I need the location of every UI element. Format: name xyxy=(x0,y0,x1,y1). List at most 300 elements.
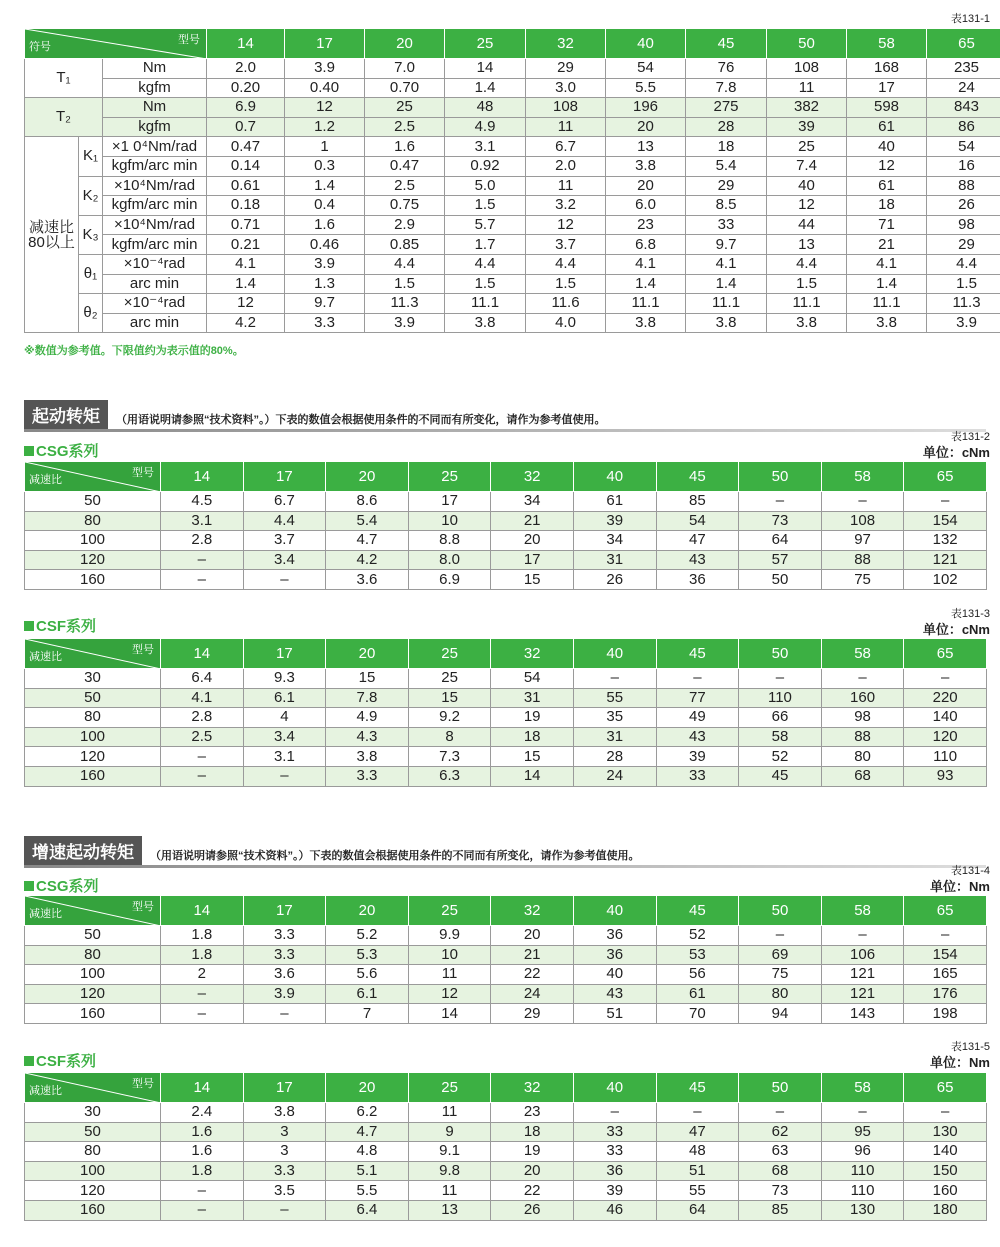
symbol-cell: T₁ xyxy=(25,59,103,98)
ratio-cell: 120 xyxy=(25,550,161,570)
value-cell: 8.0 xyxy=(408,550,491,570)
value-cell: 22 xyxy=(491,1181,574,1201)
value-cell: 2.5 xyxy=(161,727,244,747)
value-cell: 132 xyxy=(904,531,987,551)
value-cell: 3.8 xyxy=(847,313,927,333)
value-cell: 35 xyxy=(573,708,656,728)
value-cell: – xyxy=(243,570,326,590)
value-cell: 40 xyxy=(573,965,656,985)
value-cell: 7.8 xyxy=(686,78,767,98)
value-cell: 0.47 xyxy=(365,156,445,176)
model-header: 40 xyxy=(573,462,656,492)
value-cell: 13 xyxy=(606,137,686,157)
unit-cell: kgfm/arc min xyxy=(103,196,207,216)
model-header: 50 xyxy=(767,29,847,59)
value-cell: 21 xyxy=(491,945,574,965)
ratio-cell: 80 xyxy=(25,945,161,965)
value-cell: 110 xyxy=(904,747,987,767)
value-cell: 64 xyxy=(739,531,822,551)
value-cell: 31 xyxy=(491,688,574,708)
value-cell: 11.1 xyxy=(606,294,686,314)
table-row xyxy=(25,59,1000,79)
value-cell: 57 xyxy=(739,550,822,570)
model-header: 14 xyxy=(161,639,244,669)
value-cell: 71 xyxy=(847,215,927,235)
value-cell: 121 xyxy=(904,550,987,570)
table-row xyxy=(25,294,1000,314)
model-header: 20 xyxy=(326,1073,409,1103)
value-cell: 6.4 xyxy=(161,669,244,689)
value-cell: 88 xyxy=(927,176,1000,196)
value-cell: 13 xyxy=(408,1200,491,1220)
value-cell: 3.9 xyxy=(927,313,1000,333)
symbol-cell: T₂ xyxy=(25,98,103,137)
value-cell: 18 xyxy=(491,727,574,747)
value-cell: 0.7 xyxy=(207,117,285,137)
ratio-cell: 160 xyxy=(25,766,161,786)
value-cell: 140 xyxy=(904,708,987,728)
value-cell: 64 xyxy=(656,1200,739,1220)
value-cell: 6.9 xyxy=(408,570,491,590)
value-cell: 3.7 xyxy=(243,531,326,551)
value-cell: 33 xyxy=(573,1122,656,1142)
value-cell: 7.8 xyxy=(326,688,409,708)
value-cell: 1.8 xyxy=(161,926,244,946)
value-cell: 2.4 xyxy=(161,1103,244,1123)
unit-cell: ×1 0⁴Nm/rad xyxy=(103,137,207,157)
value-cell: 6.7 xyxy=(526,137,606,157)
value-cell: 180 xyxy=(904,1200,987,1220)
value-cell: – xyxy=(243,766,326,786)
value-cell: 1.6 xyxy=(365,137,445,157)
value-cell: 0.92 xyxy=(445,156,526,176)
value-cell: 4.9 xyxy=(326,708,409,728)
unit-label: 单位：Nm xyxy=(930,879,990,894)
value-cell: 29 xyxy=(526,59,606,79)
value-cell: 47 xyxy=(656,531,739,551)
value-cell: 121 xyxy=(821,984,904,1004)
ratio-cell: 50 xyxy=(25,492,161,512)
table-row xyxy=(25,137,1000,157)
value-cell: – xyxy=(904,492,987,512)
value-cell: 3.9 xyxy=(285,59,365,79)
value-cell: 10 xyxy=(408,511,491,531)
unit-cell: arc min xyxy=(103,313,207,333)
table-row xyxy=(25,1161,987,1181)
value-cell: 165 xyxy=(904,965,987,985)
value-cell: 28 xyxy=(686,117,767,137)
value-cell: 95 xyxy=(821,1122,904,1142)
value-cell: 53 xyxy=(656,945,739,965)
value-cell: 98 xyxy=(927,215,1000,235)
value-cell: 4.1 xyxy=(207,254,285,274)
value-cell: 28 xyxy=(573,747,656,767)
value-cell: – xyxy=(739,926,822,946)
value-cell: 1.5 xyxy=(445,196,526,216)
table-row xyxy=(25,1181,987,1201)
value-cell: 33 xyxy=(573,1142,656,1162)
value-cell: 168 xyxy=(847,59,927,79)
series-heading: CSF系列 xyxy=(24,1050,96,1071)
value-cell: 20 xyxy=(491,1161,574,1181)
value-cell: 5.0 xyxy=(445,176,526,196)
value-cell: 11.1 xyxy=(686,294,767,314)
value-cell: 9.9 xyxy=(408,926,491,946)
model-header: 14 xyxy=(207,29,285,59)
value-cell: 4.4 xyxy=(526,254,606,274)
symbol-cell: θ₂ xyxy=(79,294,103,333)
value-cell: 3.3 xyxy=(243,926,326,946)
value-cell: 1.6 xyxy=(161,1142,244,1162)
value-cell: 1.6 xyxy=(285,215,365,235)
model-header: 14 xyxy=(161,462,244,492)
value-cell: 275 xyxy=(686,98,767,118)
section-title: 增速起动转矩 xyxy=(24,836,142,865)
value-cell: 40 xyxy=(767,176,847,196)
value-cell: 6.1 xyxy=(326,984,409,1004)
model-header: 32 xyxy=(491,639,574,669)
value-cell: – xyxy=(739,492,822,512)
value-cell: 93 xyxy=(904,766,987,786)
value-cell: – xyxy=(161,550,244,570)
model-header: 50 xyxy=(739,639,822,669)
value-cell: 0.85 xyxy=(365,235,445,255)
model-header: 17 xyxy=(243,896,326,926)
value-cell: 54 xyxy=(927,137,1000,157)
table-row xyxy=(25,926,987,946)
value-cell: 54 xyxy=(491,669,574,689)
value-cell: 12 xyxy=(767,196,847,216)
value-cell: 382 xyxy=(767,98,847,118)
value-cell: 3.1 xyxy=(161,511,244,531)
model-header: 32 xyxy=(491,462,574,492)
value-cell: – xyxy=(161,1200,244,1220)
model-header: 20 xyxy=(326,462,409,492)
value-cell: 44 xyxy=(767,215,847,235)
value-cell: 5.1 xyxy=(326,1161,409,1181)
ratio-cell: 120 xyxy=(25,984,161,1004)
value-cell: 21 xyxy=(847,235,927,255)
value-cell: – xyxy=(904,926,987,946)
value-cell: 1.2 xyxy=(285,117,365,137)
unit-label: 单位：Nm xyxy=(930,1055,990,1070)
value-cell: 0.20 xyxy=(207,78,285,98)
value-cell: 73 xyxy=(739,511,822,531)
value-cell: 23 xyxy=(606,215,686,235)
value-cell: 85 xyxy=(739,1200,822,1220)
value-cell: 150 xyxy=(904,1161,987,1181)
value-cell: 7.3 xyxy=(408,747,491,767)
table-row xyxy=(25,117,1000,137)
unit-cell: kgfm/arc min xyxy=(103,156,207,176)
value-cell: 58 xyxy=(739,727,822,747)
symbol-cell: K₃ xyxy=(79,215,103,254)
value-cell: – xyxy=(821,1103,904,1123)
value-cell: 52 xyxy=(739,747,822,767)
table-row xyxy=(25,274,1000,294)
value-cell: 94 xyxy=(739,1004,822,1024)
value-cell: 3.3 xyxy=(243,1161,326,1181)
corner-bottom-label: 减速比 xyxy=(29,474,62,486)
value-cell: 196 xyxy=(606,98,686,118)
table-row xyxy=(25,1004,987,1024)
table-corner-header xyxy=(25,896,161,926)
value-cell: 3.6 xyxy=(243,965,326,985)
value-cell: 3.8 xyxy=(767,313,847,333)
value-cell: 3.3 xyxy=(326,766,409,786)
value-cell: 3.7 xyxy=(526,235,606,255)
table-corner-header xyxy=(25,639,161,669)
value-cell: – xyxy=(739,1103,822,1123)
value-cell: 68 xyxy=(821,766,904,786)
value-cell: 12 xyxy=(285,98,365,118)
value-cell: 4.8 xyxy=(326,1142,409,1162)
value-cell: 3.2 xyxy=(526,196,606,216)
model-header: 20 xyxy=(326,896,409,926)
value-cell: 6.7 xyxy=(243,492,326,512)
value-cell: 3.8 xyxy=(326,747,409,767)
value-cell: 8.6 xyxy=(326,492,409,512)
table-row xyxy=(25,492,987,512)
value-cell: 1.5 xyxy=(445,274,526,294)
value-cell: 17 xyxy=(491,550,574,570)
value-cell: 108 xyxy=(821,511,904,531)
value-cell: 0.40 xyxy=(285,78,365,98)
value-cell: – xyxy=(161,1181,244,1201)
value-cell: 0.75 xyxy=(365,196,445,216)
value-cell: 110 xyxy=(821,1181,904,1201)
value-cell: 0.46 xyxy=(285,235,365,255)
model-header: 14 xyxy=(161,1073,244,1103)
value-cell: 61 xyxy=(847,117,927,137)
value-cell: 51 xyxy=(656,1161,739,1181)
value-cell: 140 xyxy=(904,1142,987,1162)
value-cell: – xyxy=(821,926,904,946)
value-cell: 843 xyxy=(927,98,1000,118)
value-cell: 160 xyxy=(904,1181,987,1201)
model-header: 45 xyxy=(656,639,739,669)
value-cell: 29 xyxy=(491,1004,574,1024)
value-cell: 52 xyxy=(656,926,739,946)
value-cell: 120 xyxy=(904,727,987,747)
model-header: 14 xyxy=(161,896,244,926)
value-cell: 5.4 xyxy=(326,511,409,531)
value-cell: 1.8 xyxy=(161,945,244,965)
value-cell: 15 xyxy=(491,570,574,590)
table-row xyxy=(25,1103,987,1123)
value-cell: 6.4 xyxy=(326,1200,409,1220)
series-heading: CSG系列 xyxy=(24,440,99,461)
value-cell: 19 xyxy=(491,708,574,728)
value-cell: – xyxy=(161,1004,244,1024)
value-cell: 11.6 xyxy=(526,294,606,314)
value-cell: 39 xyxy=(767,117,847,137)
value-cell: 11.1 xyxy=(445,294,526,314)
value-cell: 9.8 xyxy=(408,1161,491,1181)
value-cell: 46 xyxy=(573,1200,656,1220)
value-cell: 19 xyxy=(491,1142,574,1162)
value-cell: 61 xyxy=(847,176,927,196)
value-cell: 4.2 xyxy=(207,313,285,333)
model-header: 25 xyxy=(408,639,491,669)
value-cell: 18 xyxy=(686,137,767,157)
model-header: 17 xyxy=(243,639,326,669)
table-row xyxy=(25,766,987,786)
value-cell: 62 xyxy=(739,1122,822,1142)
value-cell: 9.2 xyxy=(408,708,491,728)
value-cell: 3.9 xyxy=(285,254,365,274)
value-cell: 12 xyxy=(207,294,285,314)
value-cell: 15 xyxy=(326,669,409,689)
value-cell: 17 xyxy=(408,492,491,512)
unit-cell: ×10⁻⁴rad xyxy=(103,254,207,274)
value-cell: 48 xyxy=(656,1142,739,1162)
model-header: 65 xyxy=(904,896,987,926)
value-cell: 55 xyxy=(656,1181,739,1201)
value-cell: 63 xyxy=(739,1142,822,1162)
table-row xyxy=(25,570,987,590)
value-cell: 98 xyxy=(821,708,904,728)
overdrive-torque-csf-table xyxy=(24,1072,987,1221)
unit-label: 单位：cNm xyxy=(922,445,990,460)
value-cell: 25 xyxy=(365,98,445,118)
corner-bottom-label: 减速比 xyxy=(29,908,62,920)
ratio-cell: 160 xyxy=(25,570,161,590)
value-cell: 5.6 xyxy=(326,965,409,985)
value-cell: 11 xyxy=(526,176,606,196)
unit-cell: ×10⁴Nm/rad xyxy=(103,176,207,196)
value-cell: 4 xyxy=(243,708,326,728)
corner-bottom-label: 减速比 xyxy=(29,1085,62,1097)
corner-top-label: 型号 xyxy=(132,467,154,479)
value-cell: 47 xyxy=(656,1122,739,1142)
value-cell: 4.4 xyxy=(445,254,526,274)
value-cell: 3.8 xyxy=(606,156,686,176)
value-cell: 6.0 xyxy=(606,196,686,216)
unit-cell: Nm xyxy=(103,59,207,79)
section-header xyxy=(24,836,986,868)
model-header: 65 xyxy=(904,639,987,669)
value-cell: 70 xyxy=(656,1004,739,1024)
value-cell: 7 xyxy=(326,1004,409,1024)
unit-cell: ×10⁻⁴rad xyxy=(103,294,207,314)
table-row xyxy=(25,965,987,985)
value-cell: 31 xyxy=(573,550,656,570)
value-cell: 8.8 xyxy=(408,531,491,551)
table-tag: 表131-5 xyxy=(950,1041,990,1053)
value-cell: – xyxy=(656,669,739,689)
value-cell: 5.3 xyxy=(326,945,409,965)
value-cell: 80 xyxy=(739,984,822,1004)
value-cell: – xyxy=(573,1103,656,1123)
value-cell: 11 xyxy=(526,117,606,137)
table-row xyxy=(25,984,987,1004)
corner-top-label: 型号 xyxy=(132,901,154,913)
value-cell: 3.1 xyxy=(445,137,526,157)
value-cell: 121 xyxy=(821,965,904,985)
value-cell: 5.5 xyxy=(326,1181,409,1201)
unit-cell: kgfm/arc min xyxy=(103,235,207,255)
ratio-cell: 100 xyxy=(25,1161,161,1181)
value-cell: 50 xyxy=(739,570,822,590)
model-header: 40 xyxy=(573,639,656,669)
value-cell: – xyxy=(821,492,904,512)
value-cell: 1 xyxy=(285,137,365,157)
ratio-cell: 120 xyxy=(25,747,161,767)
series-heading: CSF系列 xyxy=(24,615,96,636)
table-row xyxy=(25,727,987,747)
model-header: 25 xyxy=(408,896,491,926)
ratio-cell: 80 xyxy=(25,708,161,728)
value-cell: – xyxy=(161,747,244,767)
value-cell: 110 xyxy=(821,1161,904,1181)
value-cell: 2 xyxy=(161,965,244,985)
ratio-cell: 160 xyxy=(25,1200,161,1220)
corner-bottom-label: 减速比 xyxy=(29,651,62,663)
value-cell: 54 xyxy=(606,59,686,79)
value-cell: 18 xyxy=(491,1122,574,1142)
value-cell: 9.1 xyxy=(408,1142,491,1162)
symbol-cell: K₁ xyxy=(79,137,103,176)
value-cell: 49 xyxy=(656,708,739,728)
table-row xyxy=(25,550,987,570)
value-cell: 1.4 xyxy=(285,176,365,196)
value-cell: 13 xyxy=(767,235,847,255)
value-cell: 22 xyxy=(491,965,574,985)
value-cell: 8 xyxy=(408,727,491,747)
value-cell: 0.4 xyxy=(285,196,365,216)
corner-top-label: 型号 xyxy=(132,1078,154,1090)
value-cell: 3 xyxy=(243,1142,326,1162)
value-cell: – xyxy=(656,1103,739,1123)
value-cell: 3 xyxy=(243,1122,326,1142)
value-cell: 20 xyxy=(491,926,574,946)
value-cell: – xyxy=(739,669,822,689)
value-cell: 3.6 xyxy=(326,570,409,590)
value-cell: 1.8 xyxy=(161,1161,244,1181)
value-cell: 2.5 xyxy=(365,176,445,196)
ratio-cell: 100 xyxy=(25,965,161,985)
value-cell: 130 xyxy=(821,1200,904,1220)
value-cell: 5.2 xyxy=(326,926,409,946)
corner-top-label: 型号 xyxy=(132,644,154,656)
value-cell: 68 xyxy=(739,1161,822,1181)
value-cell: 1.5 xyxy=(526,274,606,294)
value-cell: 48 xyxy=(445,98,526,118)
value-cell: 0.18 xyxy=(207,196,285,216)
table-row xyxy=(25,196,1000,216)
value-cell: 3.4 xyxy=(243,550,326,570)
value-cell: 14 xyxy=(445,59,526,79)
value-cell: 36 xyxy=(656,570,739,590)
model-header: 17 xyxy=(285,29,365,59)
value-cell: 2.8 xyxy=(161,708,244,728)
value-cell: 24 xyxy=(491,984,574,1004)
value-cell: 130 xyxy=(904,1122,987,1142)
value-cell: 1.4 xyxy=(606,274,686,294)
model-header: 50 xyxy=(739,462,822,492)
value-cell: 176 xyxy=(904,984,987,1004)
value-cell: 56 xyxy=(656,965,739,985)
value-cell: 39 xyxy=(656,747,739,767)
value-cell: 2.0 xyxy=(207,59,285,79)
table-row xyxy=(25,945,987,965)
value-cell: 43 xyxy=(573,984,656,1004)
model-header: 32 xyxy=(526,29,606,59)
section-title: 起动转矩 xyxy=(24,400,108,429)
overdrive-torque-csg-table xyxy=(24,895,987,1024)
value-cell: – xyxy=(904,1103,987,1123)
